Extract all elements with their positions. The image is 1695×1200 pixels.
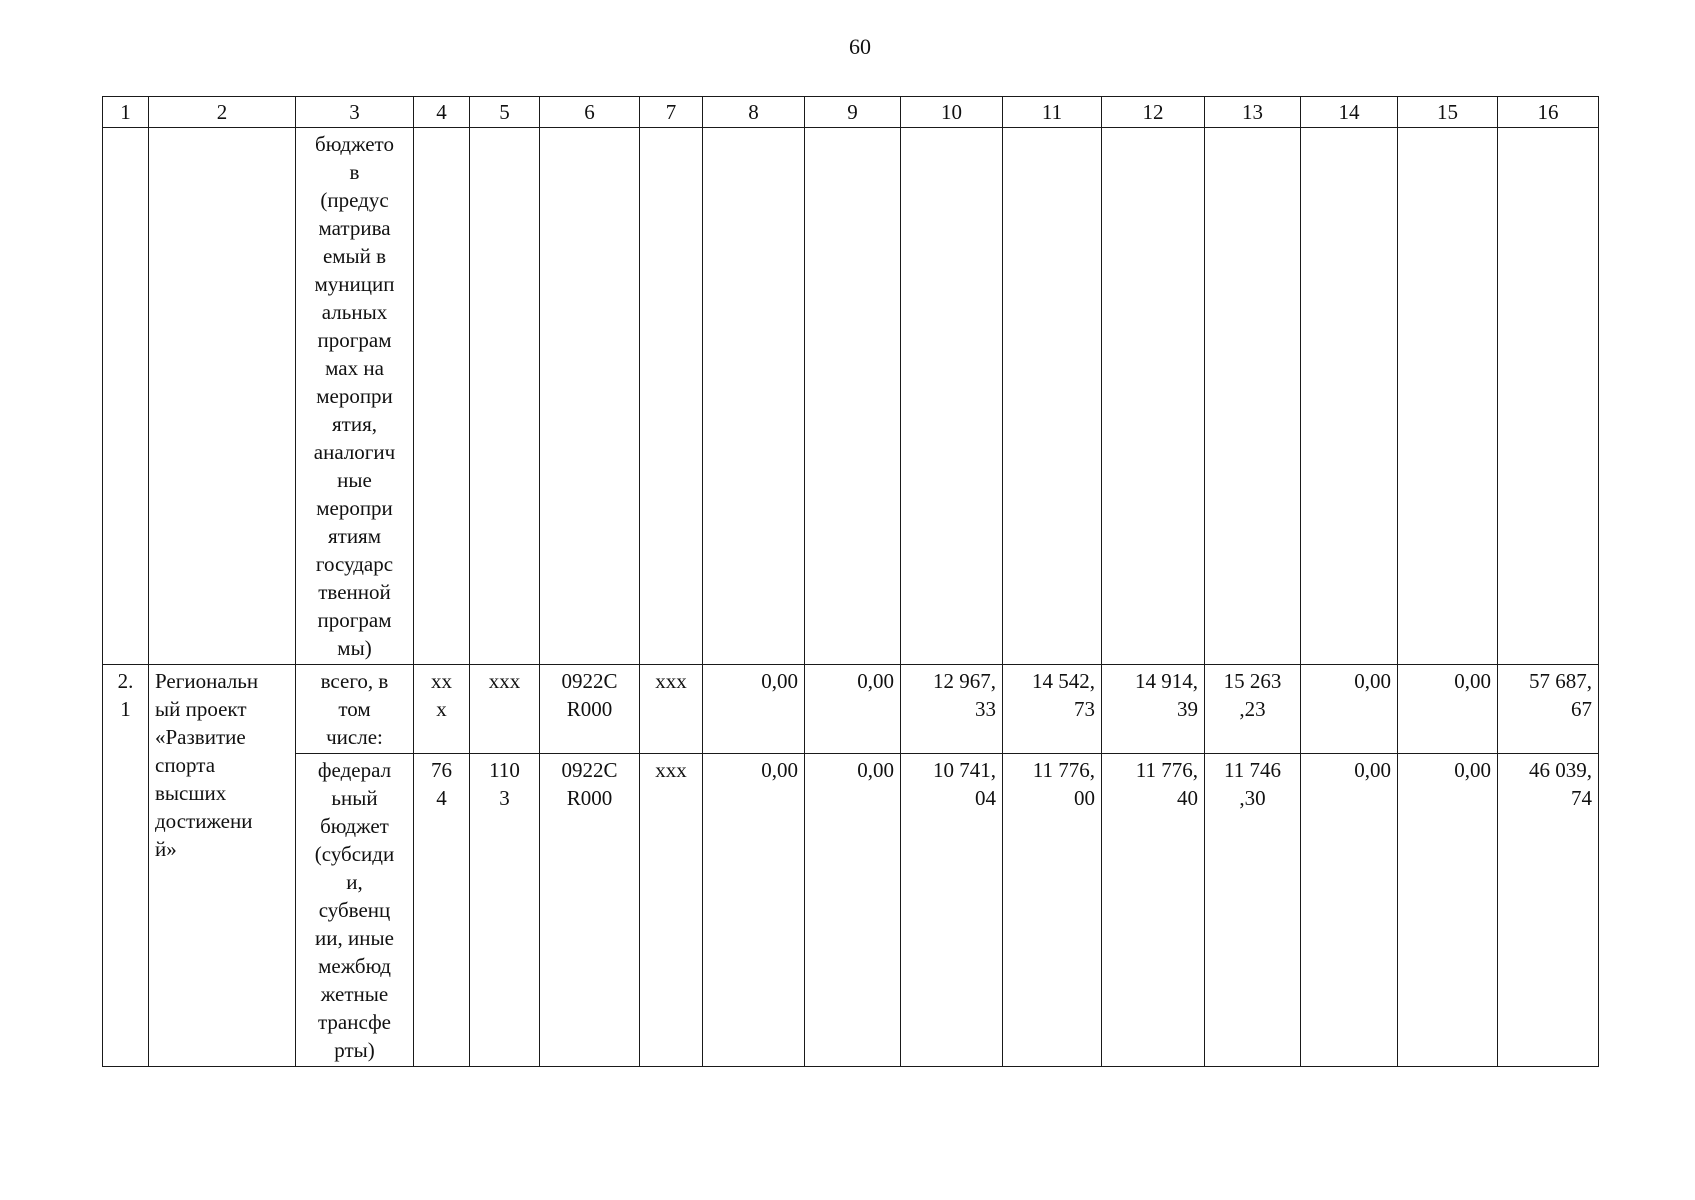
cell-col10: 12 967, 33	[901, 665, 1003, 754]
cell-funding-source: федерал ьный бюджет (субсиди и, субвенц ии, иные межбюд жетные трансфе рты)	[296, 754, 414, 1067]
cell-col14: 0,00	[1301, 754, 1398, 1067]
table-row-project-total	[103, 665, 1599, 754]
cell-col7: ххх	[640, 665, 703, 754]
column-number: 7	[640, 97, 703, 128]
cell-col13: 11 746 ,30	[1205, 754, 1301, 1067]
cell-item-number: 2. 1	[103, 665, 149, 1067]
cell-col16	[1498, 128, 1599, 665]
cell-col14: 0,00	[1301, 665, 1398, 754]
cell-col6: 0922С R000	[540, 754, 640, 1067]
budget-table	[102, 96, 1599, 1067]
column-number: 14	[1301, 97, 1398, 128]
cell-col9	[805, 128, 901, 665]
cell-col15	[1398, 128, 1498, 665]
cell-col11: 14 542, 73	[1003, 665, 1102, 754]
cell-col5	[470, 128, 540, 665]
column-number-header-row	[103, 97, 1599, 128]
cell-col9: 0,00	[805, 754, 901, 1067]
cell-col13	[1205, 128, 1301, 665]
cell-col4: хх х	[414, 665, 470, 754]
cell-col8: 0,00	[703, 754, 805, 1067]
cell-name	[149, 128, 296, 665]
page-number: 60	[849, 34, 871, 59]
column-number: 2	[149, 97, 296, 128]
column-number: 5	[470, 97, 540, 128]
cell-col12: 11 776, 40	[1102, 754, 1205, 1067]
column-number: 15	[1398, 97, 1498, 128]
table-row-municipal-budget	[103, 128, 1599, 665]
cell-col16: 46 039, 74	[1498, 754, 1599, 1067]
column-number: 16	[1498, 97, 1599, 128]
cell-col5: ххх	[470, 665, 540, 754]
cell-col6: 0922С R000	[540, 665, 640, 754]
cell-number	[103, 128, 149, 665]
column-number: 8	[703, 97, 805, 128]
cell-col7	[640, 128, 703, 665]
cell-col15: 0,00	[1398, 665, 1498, 754]
cell-col13: 15 263 ,23	[1205, 665, 1301, 754]
cell-col15: 0,00	[1398, 754, 1498, 1067]
cell-col16: 57 687, 67	[1498, 665, 1599, 754]
column-number: 12	[1102, 97, 1205, 128]
cell-col14	[1301, 128, 1398, 665]
column-number: 4	[414, 97, 470, 128]
cell-col6	[540, 128, 640, 665]
cell-col4: 76 4	[414, 754, 470, 1067]
column-number: 9	[805, 97, 901, 128]
column-number: 1	[103, 97, 149, 128]
cell-funding-source: бюджето в (предус матрива емый в муницип альных програм мах на меропри ятия, аналогич ные меропри ятиям государс твенной програм мы)	[296, 128, 414, 665]
cell-project-name: Региональн ый проект «Развитие спорта высших достижени й»	[149, 665, 296, 1067]
cell-col5: 110 3	[470, 754, 540, 1067]
cell-col9: 0,00	[805, 665, 901, 754]
column-number: 13	[1205, 97, 1301, 128]
cell-col8	[703, 128, 805, 665]
cell-col11	[1003, 128, 1102, 665]
column-number: 6	[540, 97, 640, 128]
cell-col4	[414, 128, 470, 665]
cell-col10	[901, 128, 1003, 665]
column-number: 11	[1003, 97, 1102, 128]
cell-col12: 14 914, 39	[1102, 665, 1205, 754]
table-row-federal-budget	[103, 754, 1599, 1067]
cell-col7: ххх	[640, 754, 703, 1067]
cell-col8: 0,00	[703, 665, 805, 754]
column-number: 3	[296, 97, 414, 128]
column-number: 10	[901, 97, 1003, 128]
cell-col10: 10 741, 04	[901, 754, 1003, 1067]
cell-funding-source: всего, в том числе:	[296, 665, 414, 754]
cell-col11: 11 776, 00	[1003, 754, 1102, 1067]
cell-col12	[1102, 128, 1205, 665]
